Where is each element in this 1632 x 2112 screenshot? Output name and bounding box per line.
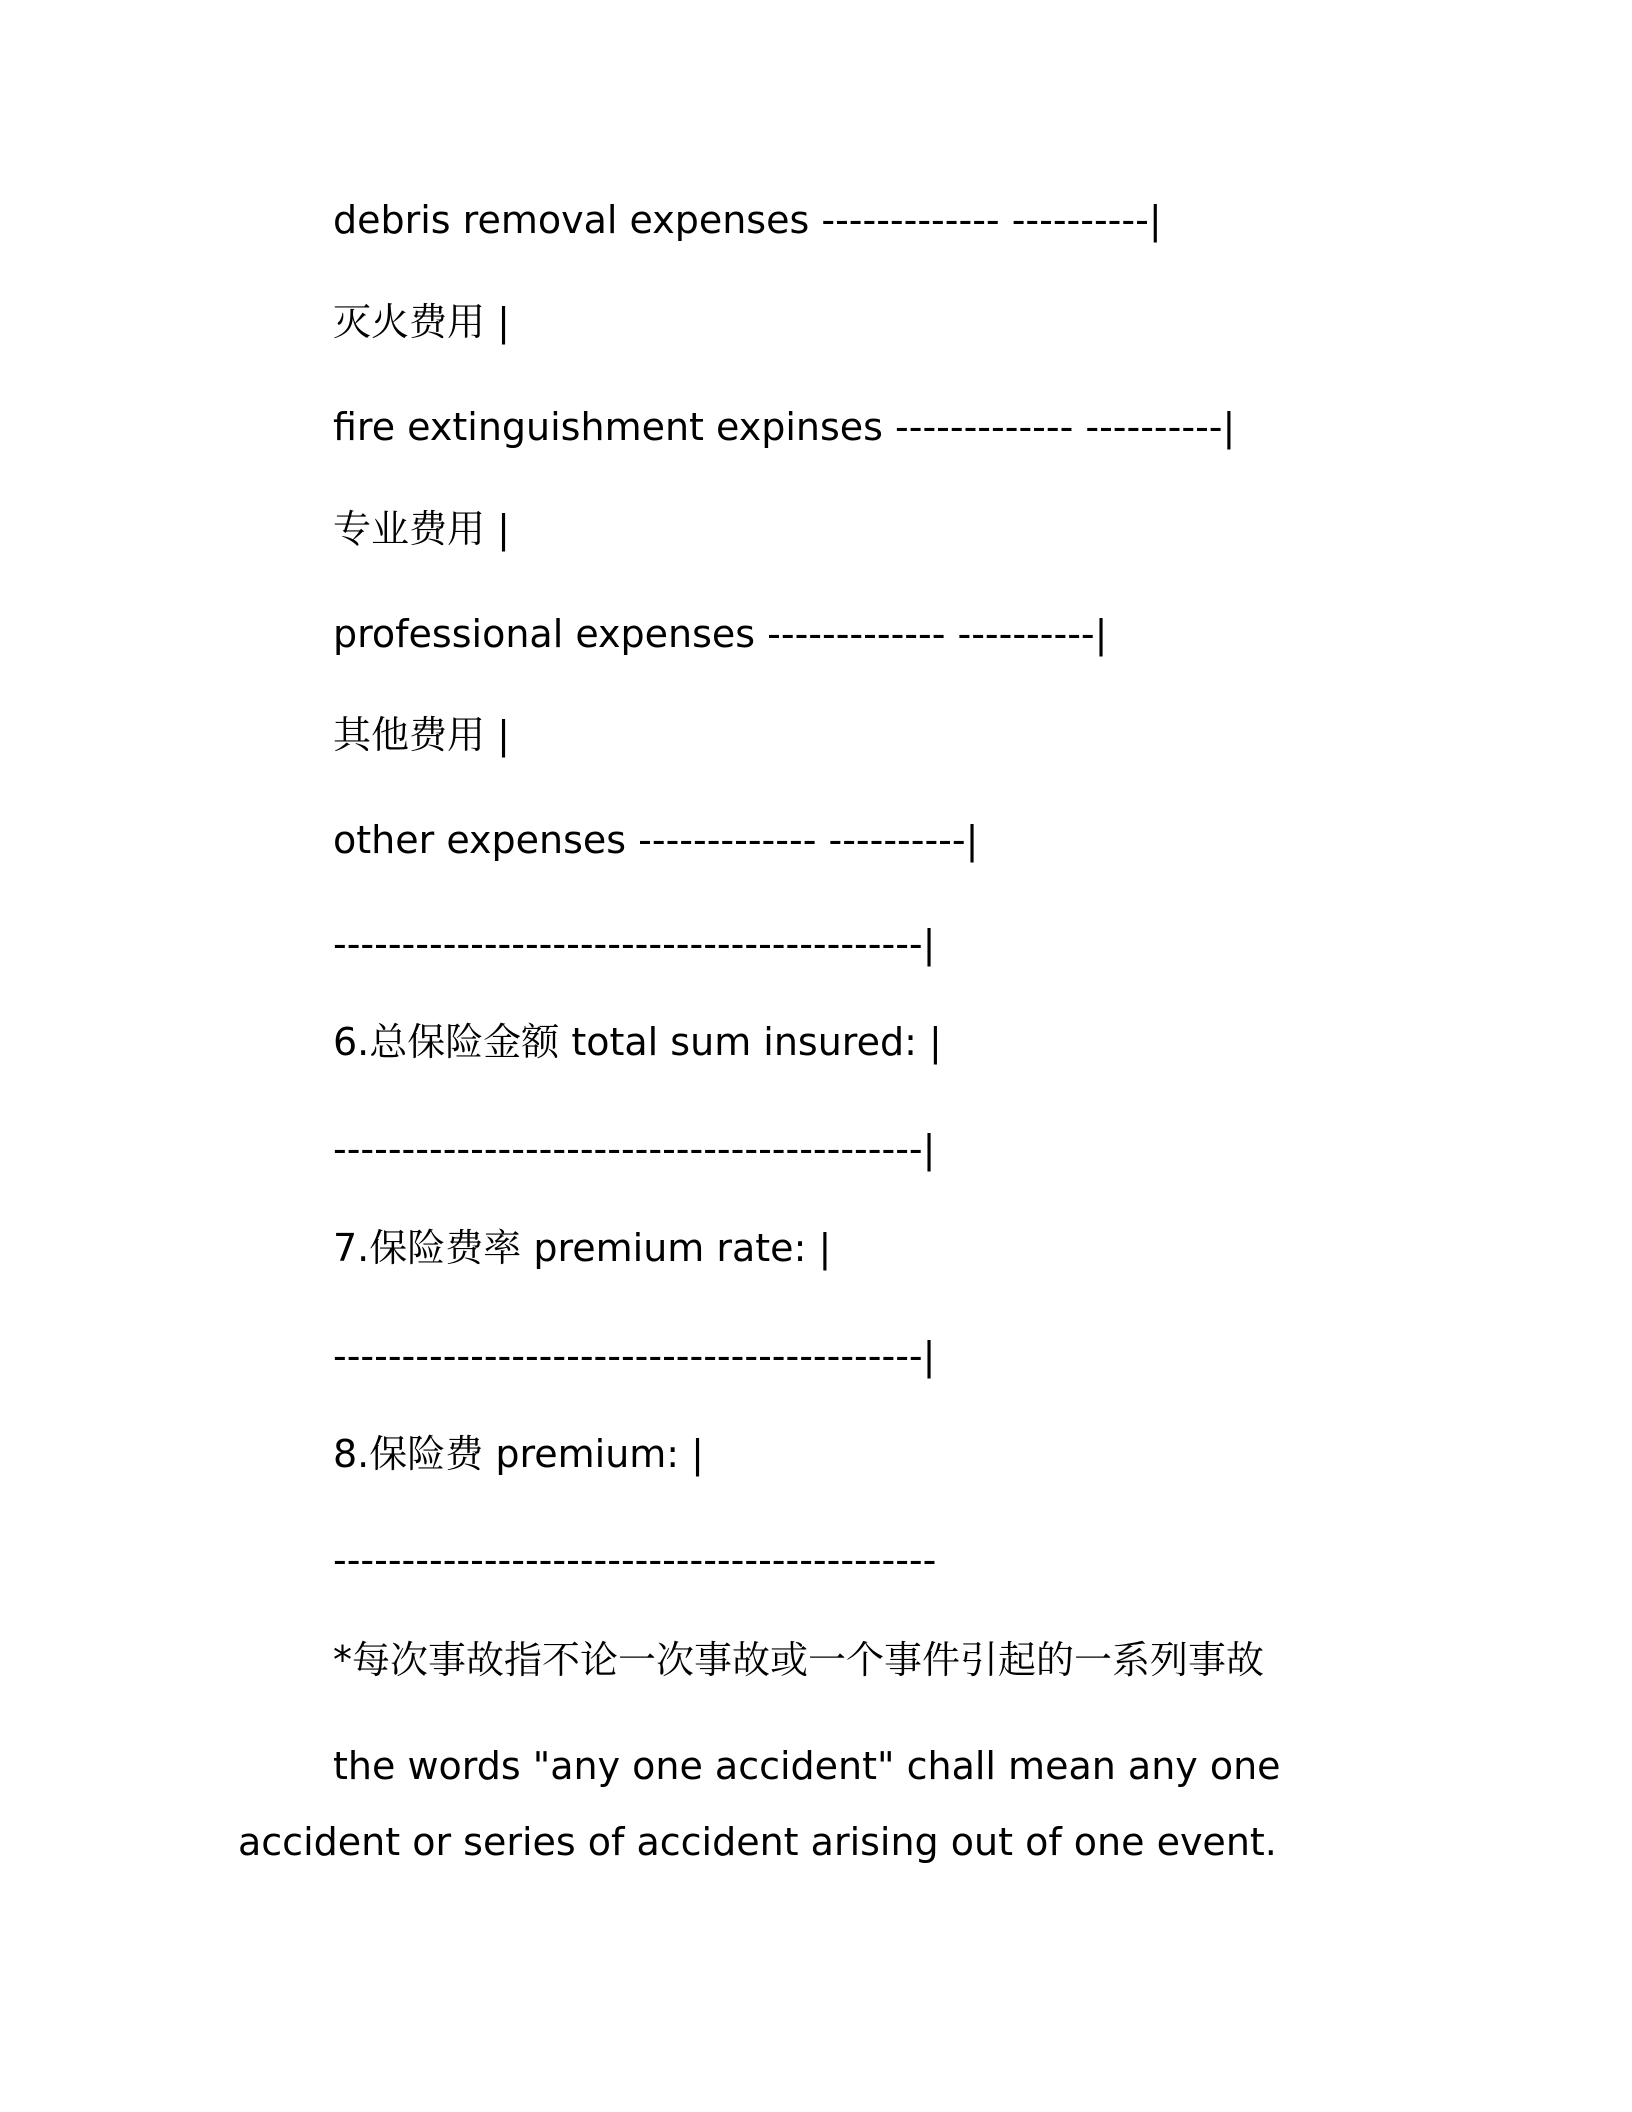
premium-rate-line: 7.保险费率 premium rate: | [333,1226,832,1270]
other-expenses-line: other expenses ------------- ----------| [333,818,979,862]
separator-line: -------------------------------------------| [333,922,936,966]
any-one-accident-note-cn: *每次事故指不论一次事故或一个事件引起的一系列事故 [333,1638,1265,1682]
separator-line: -------------------------------------------- [333,1538,937,1582]
professional-expenses-line: professional expenses ------------- ----------| [333,612,1108,656]
total-sum-insured-line: 6.总保险金额 total sum insured: | [333,1020,942,1064]
fire-extinguishment-expenses-line: fire extinguishment expinses ------------- ----------| [333,405,1236,449]
premium-line: 8.保险费 premium: | [333,1432,704,1476]
professional-expenses-cn-line: 专业费用 | [333,507,510,551]
separator-line: -------------------------------------------| [333,1334,936,1378]
any-one-accident-note-paragraph [238,1728,1418,1880]
debris-removal-expenses-line: debris removal expenses ------------- ----------| [333,198,1162,242]
separator-line: -------------------------------------------| [333,1127,936,1171]
fire-extinguishment-expenses-cn-line: 灭火费用 | [333,300,510,344]
other-expenses-cn-line: 其他费用 | [333,713,510,757]
any-one-accident-note-text: the words "any one accident" chall mean any one accident or series of accident arising out of one event. [238,1744,1281,1864]
